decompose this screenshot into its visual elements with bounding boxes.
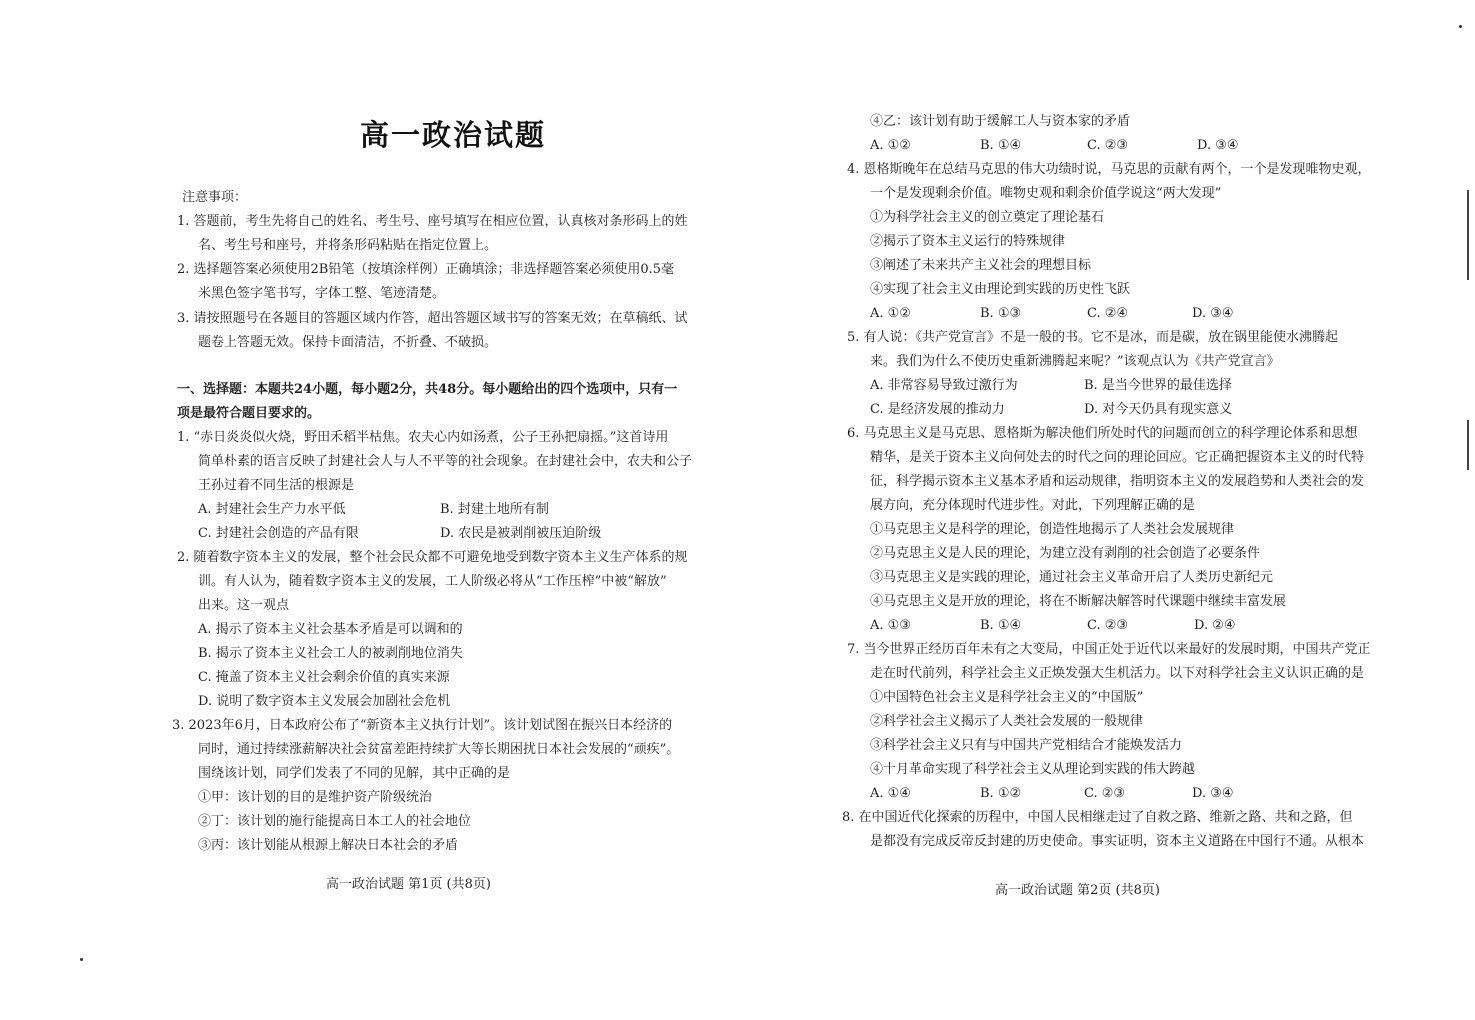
question-5-stem: 来。我们为什么不使历史重新沸腾起来呢？”该观点认为《共产党宣言》 — [870, 354, 1280, 369]
question-4-item: ④实现了社会主义由理论到实践的历史性飞跃 — [870, 282, 1131, 297]
question-1-option: A. 封建社会生产力水平低 — [198, 502, 346, 517]
question-7-item: ②科学社会主义揭示了人类社会发展的一般规律 — [870, 714, 1144, 729]
page-footer: 高一政治试题 第2页 (共8页) — [995, 883, 1160, 898]
notice-line: 1. 答题前，考生先将自己的姓名、考生号、座号填写在相应位置，认真核对条形码上的姓 — [177, 214, 688, 229]
question-1-option: B. 封建土地所有制 — [440, 502, 549, 517]
question-3-item: ②丁：该计划的施行能提高日本工人的社会地位 — [198, 814, 472, 829]
question-5-option: A. 非常容易导致过激行为 — [870, 378, 1018, 393]
question-4-option: A. ①② — [870, 306, 911, 321]
question-5-option: D. 对今天仍具有现实意义 — [1084, 402, 1233, 417]
question-6-option: C. ②③ — [1087, 618, 1129, 633]
question-3-item: ①甲：该计划的目的是维护资产阶级统治 — [198, 790, 433, 805]
question-2-option: B. 揭示了资本主义社会工人的被剥削地位消失 — [198, 646, 463, 661]
question-3-option: C. ②③ — [1087, 138, 1129, 153]
question-3-item: ③丙：该计划能从根源上解决日本社会的矛盾 — [198, 838, 459, 853]
question-4-option: B. ①③ — [980, 306, 1022, 321]
question-4-option: C. ②④ — [1087, 306, 1129, 321]
page-footer: 高一政治试题 第1页 (共8页) — [326, 877, 491, 892]
left-page — [0, 0, 737, 1020]
question-8-stem: 8. 在中国近代化探索的历程中，中国人民相继走过了自救之路、维新之路、共和之路，但 — [842, 810, 1353, 825]
question-7-option: D. ③④ — [1192, 786, 1234, 801]
scan-speck — [1459, 25, 1462, 28]
question-8-stem: 是都没有完成反帝反封建的历史使命。事实证明，资本主义道路在中国行不通。从根本 — [870, 834, 1365, 849]
question-4-stem: 4. 恩格斯晚年在总结马克思的伟大功绩时说，马克思的贡献有两个，一个是发现唯物史观， — [847, 162, 1371, 177]
question-6-stem: 6. 马克思主义是马克思、恩格斯为解决他们所处时代的问题而创立的科学理论体系和思想 — [847, 426, 1358, 441]
question-7-option: B. ①② — [980, 786, 1022, 801]
question-6-item: ④马克思主义是开放的理论，将在不断解决解答时代课题中继续丰富发展 — [870, 594, 1287, 609]
notice-line: 题卷上答题无效。保持卡面清洁，不折叠、不破损。 — [198, 335, 498, 350]
question-4-option: D. ③④ — [1192, 306, 1234, 321]
question-3-option: B. ①④ — [980, 138, 1022, 153]
question-2-stem: 2. 随着数字资本主义的发展，整个社会民众都不可避免地受到数字资本主义生产体系的规 — [177, 550, 688, 565]
question-6-option: D. ②④ — [1194, 618, 1236, 633]
question-1-stem: 1. “赤日炎炎似火烧，野田禾稻半枯焦。农夫心内如汤煮，公子王孙把扇摇。”这首诗用 — [177, 430, 669, 445]
notice-line: 米黑色签字笔书写，字体工整、笔迹清楚。 — [198, 286, 446, 301]
question-2-stem: 训。有人认为，随着数字资本主义的发展，工人阶级必将从“工作压榨”中被“解放” — [198, 574, 667, 589]
question-2-stem: 出来。这一观点 — [198, 598, 290, 613]
question-4-stem: 一个是发现剩余价值。唯物史观和剩余价值学说这“两大发现” — [870, 186, 1222, 201]
question-6-option: B. ①④ — [980, 618, 1022, 633]
notice-line: 3. 请按照题号在各题目的答题区域内作答，超出答题区域书写的答案无效；在草稿纸、试 — [177, 311, 688, 326]
question-3-stem: 围绕该计划，同学们发表了不同的见解，其中正确的是 — [198, 766, 511, 781]
question-6-item: ①马克思主义是科学的理论，创造性地揭示了人类社会发展规律 — [870, 522, 1235, 537]
question-4-item: ①为科学社会主义的创立奠定了理论基石 — [870, 210, 1105, 225]
question-3-stem: 同时，通过持续涨薪解决社会贫富差距持续扩大等长期困扰日本社会发展的“顽疾”。 — [198, 742, 680, 757]
question-1-stem: 简单朴素的语言反映了封建社会人与人不平等的社会现象。在封建社会中，农夫和公子 — [198, 454, 693, 469]
question-6-stem: 征，科学揭示资本主义基本矛盾和运动规律，指明资本主义的发展趋势和人类社会的发 — [870, 474, 1365, 489]
question-5-option: B. 是当今世界的最佳选择 — [1084, 378, 1232, 393]
question-7-option: C. ②③ — [1084, 786, 1126, 801]
page-title: 高一政治试题 — [360, 118, 547, 152]
notice-line: 2. 选择题答案必须使用2B铅笔（按填涂样例）正确填涂；非选择题答案必须使用0.5毫 — [177, 262, 675, 277]
question-6-stem: 展方向，充分体现时代进步性。对此，下列理解正确的是 — [870, 498, 1196, 513]
scan-speck — [80, 958, 83, 961]
question-4-item: ③阐述了未来共产主义社会的理想目标 — [870, 258, 1092, 273]
question-3-stem: 3. 2023年6月，日本政府公布了“新资本主义执行计划”。该计划试图在振兴日本经济的 — [172, 718, 673, 733]
question-2-option: D. 说明了数字资本主义发展会加剧社会危机 — [198, 694, 451, 709]
question-3-item: ④乙：该计划有助于缓解工人与资本家的矛盾 — [870, 114, 1131, 129]
notice-line: 名、考生号和座号，并将条形码粘贴在指定位置上。 — [198, 238, 498, 253]
question-6-stem: 精华，是关于资本主义向何处去的时代之问的理论回应。它正确把握资本主义的时代特 — [870, 450, 1365, 465]
question-4-item: ②揭示了资本主义运行的特殊规律 — [870, 234, 1066, 249]
question-7-item: ④十月革命实现了科学社会主义从理论到实践的伟大跨越 — [870, 762, 1196, 777]
question-6-item: ②马克思主义是人民的理论，为建立没有剥削的社会创造了必要条件 — [870, 546, 1261, 561]
question-6-option: A. ①③ — [870, 618, 911, 633]
question-2-option: A. 揭示了资本主义社会基本矛盾是可以调和的 — [198, 622, 463, 637]
scan-edge-mark — [1467, 420, 1469, 470]
section-heading: 项是最符合题目要求的。 — [177, 406, 321, 421]
right-page — [737, 0, 1475, 1020]
question-7-stem: 走在时代前列，科学社会主义正焕发强大生机活力。以下对科学社会主义认识正确的是 — [870, 666, 1365, 681]
question-5-option: C. 是经济发展的推动力 — [870, 402, 1005, 417]
question-1-option: C. 封建社会创造的产品有限 — [198, 526, 359, 541]
question-7-option: A. ①④ — [870, 786, 911, 801]
notice-heading: 注意事项： — [182, 190, 248, 205]
question-3-option: A. ①② — [870, 138, 911, 153]
question-2-option: C. 掩盖了资本主义社会剩余价值的真实来源 — [198, 670, 450, 685]
question-5-stem: 5. 有人说：《共产党宣言》不是一般的书。它不是冰，而是碳，放在锅里能使水沸腾起 — [847, 330, 1339, 345]
question-6-item: ③马克思主义是实践的理论，通过社会主义革命开启了人类历史新纪元 — [870, 570, 1274, 585]
question-3-option: D. ③④ — [1197, 138, 1239, 153]
question-7-stem: 7. 当今世界正经历百年未有之大变局，中国正处于近代以来最好的发展时期，中国共产党正 — [847, 642, 1371, 657]
question-7-item: ①中国特色社会主义是科学社会主义的“中国版” — [870, 690, 1144, 705]
section-heading: 一、选择题：本题共24小题，每小题2分，共48分。每小题给出的四个选项中，只有一 — [177, 382, 678, 397]
question-1-option: D. 农民是被剥削被压迫阶级 — [440, 526, 602, 541]
question-1-stem: 王孙过着不同生活的根源是 — [198, 478, 355, 493]
scan-edge-mark — [1467, 190, 1469, 280]
question-7-item: ③科学社会主义只有与中国共产党相结合才能焕发活力 — [870, 738, 1183, 753]
